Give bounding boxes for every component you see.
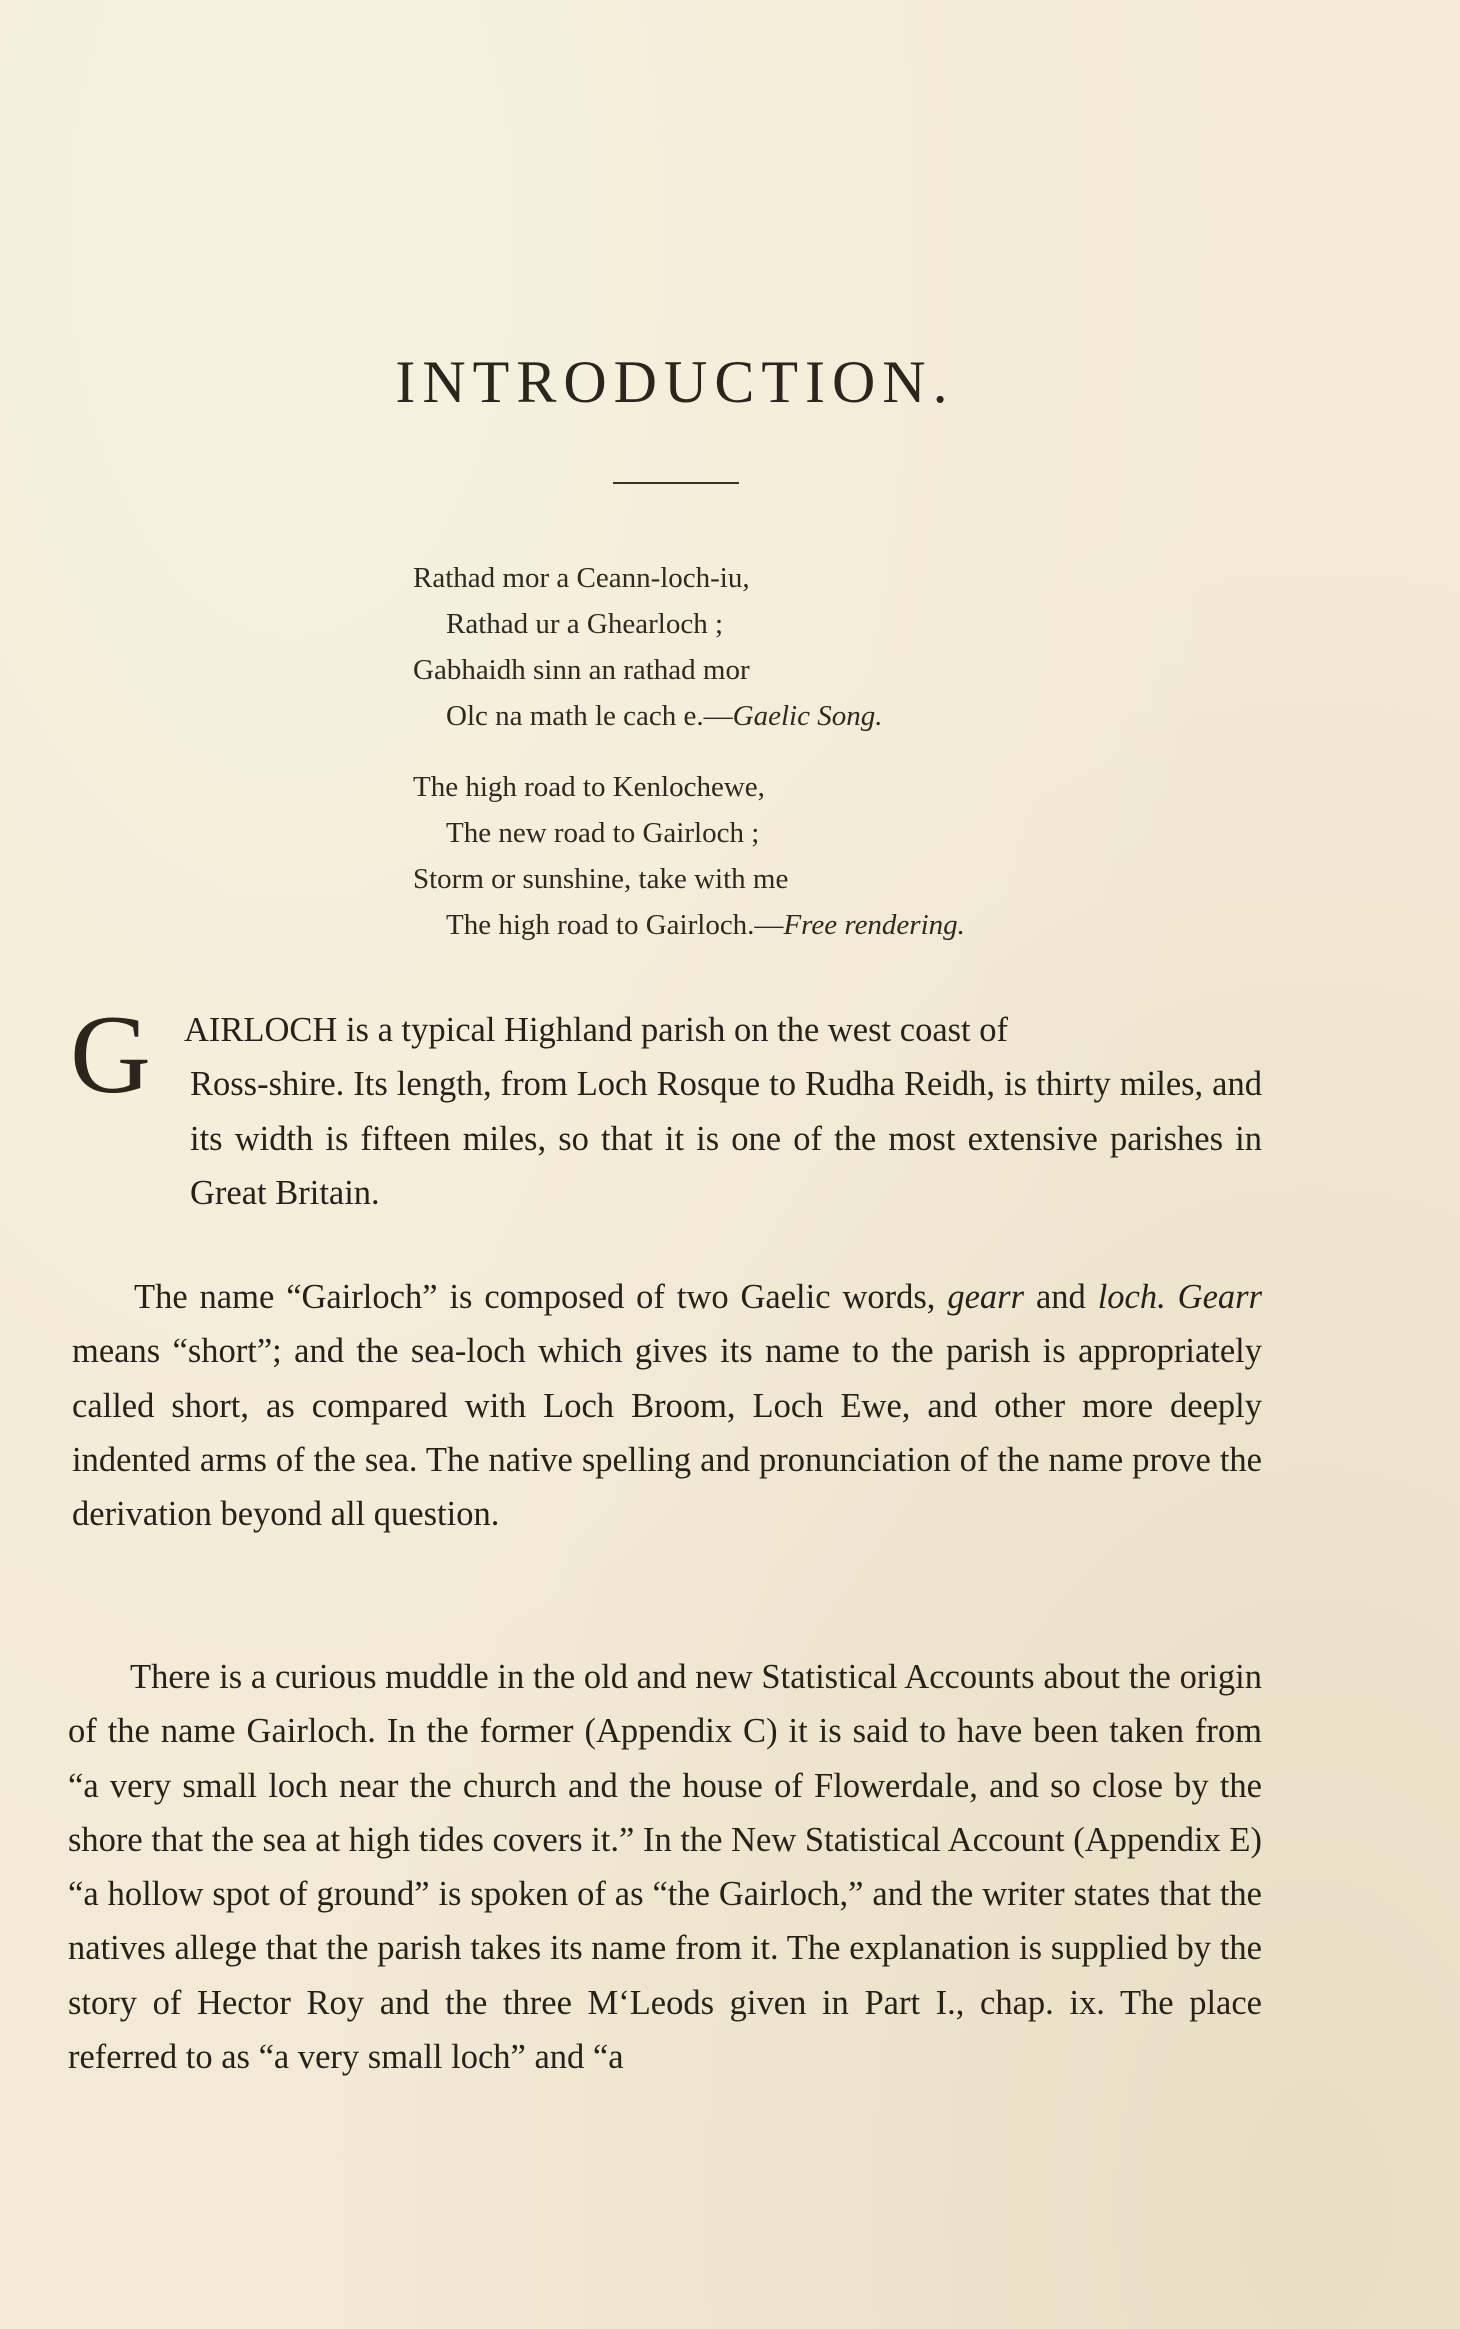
- verse-line: Storm or sunshine, take with me: [413, 863, 789, 895]
- verse-line: The high road to Kenlochewe,: [413, 771, 765, 803]
- page-title: INTRODUCTION.: [395, 349, 955, 415]
- verse-line: Rathad mor a Ceann-loch-iu,: [413, 562, 750, 594]
- verse-line: Rathad ur a Ghearloch ;: [446, 608, 724, 640]
- verse-line: [413, 693, 1313, 739]
- verse-line-text: The high road to Gairloch.—: [446, 909, 784, 941]
- verse-source: Free rendering.: [783, 909, 965, 941]
- verse-line: [413, 902, 1313, 948]
- gaelic-verse: [413, 555, 1313, 739]
- paragraph-1: [70, 993, 1262, 1220]
- english-verse: [413, 764, 1313, 948]
- verse-line-text: Olc na math le cach e.—: [446, 700, 733, 732]
- body-text-2: [72, 1270, 1262, 1541]
- body-text-3: [68, 1650, 1262, 2084]
- paragraph-3: There is a curious muddle in the old and new Statistical Accounts about the origin of the name Gairloch. In the former (Appendix C) it is said to have been taken from “a very small loch near the church and the house of Flowerdale, and so close by the shore that the sea at high tides covers it.” In the New Statistical Account (Appendix E) “a hollow spot of ground” is spoken of as “the Gairloch,” and the writer states that the natives allege that the parish takes its name from it. The explanation is supplied by the story of Hector Roy and the three M‘Leods given in Part I., chap. ix. The place referred to as “a very small loch” and “a: [68, 1658, 1262, 2077]
- paragraph-2: The name “Gairloch” is composed of two Gaelic words, gearr and loch. Gearr means “short”; and the sea-loch which gives its name to the parish is appropriately called short, as compared with Loch Broom, Loch Ewe, and other more deeply indented arms of the sea. The native spelling and pronunciation of the name prove the derivation beyond all question.: [72, 1278, 1263, 1534]
- body-text: [70, 993, 1262, 1220]
- paragraph-1-lead: AIRLOCH is a typical Highland parish on the west coast of: [184, 1011, 1009, 1049]
- verse-source: Gaelic Song.: [732, 700, 883, 732]
- paragraph-1-rest: Ross-shire. Its length, from Loch Rosque to Rudha Reidh, is thirty miles, and its width is fifteen miles, so that it is one of the most extensive parishes in Great Britain.: [190, 1065, 1262, 1212]
- title-rule: [613, 482, 739, 484]
- verse-line: The new road to Gairloch ;: [446, 817, 760, 849]
- drop-cap: G: [70, 993, 151, 1117]
- verse-line: Gabhaidh sinn an rathad mor: [413, 654, 750, 686]
